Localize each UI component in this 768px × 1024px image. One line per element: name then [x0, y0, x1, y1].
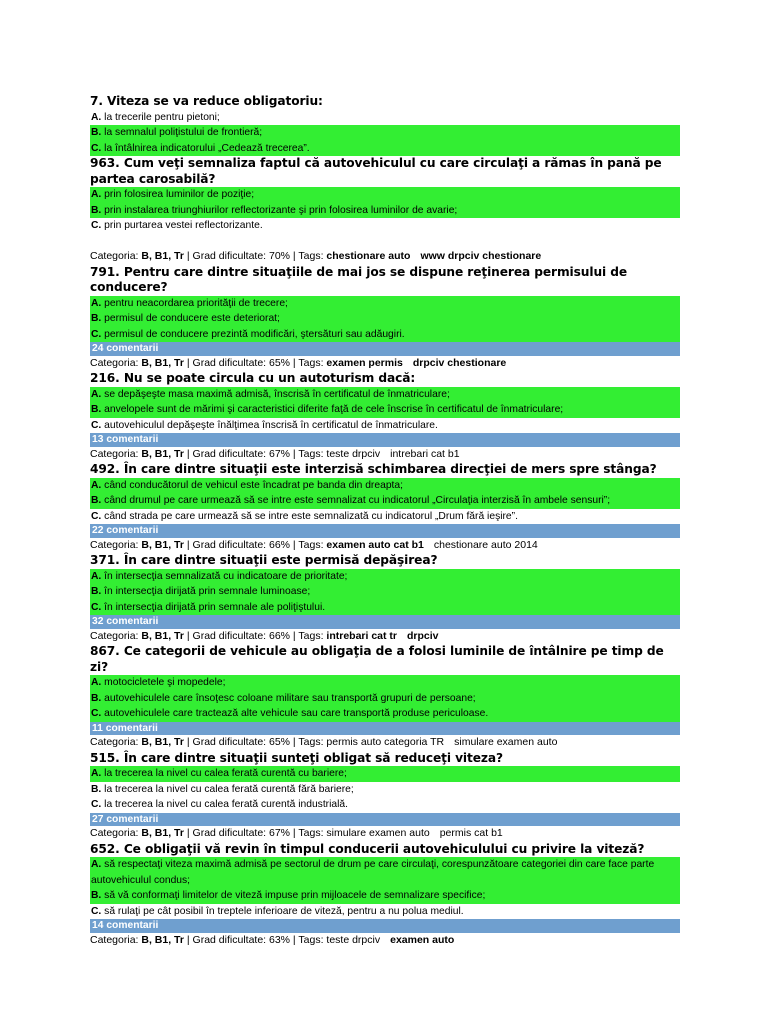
tag-link[interactable]: permis cat b1: [439, 827, 503, 839]
question-meta: [90, 629, 680, 645]
question-block: [90, 644, 680, 751]
question-title: 963. Cum veţi semnaliza faptul că autovehiculul cu care circulaţi a rămas în pană pe partea carosabilă?: [90, 156, 662, 186]
tag-link[interactable]: chestionare auto 2014: [433, 538, 538, 551]
category-value: B, B1, Tr: [141, 250, 184, 262]
tag-link[interactable]: drpciv: [407, 629, 439, 642]
answer-letter: A.: [91, 388, 102, 400]
category-label: Categoria:: [90, 629, 142, 642]
answer-option: [90, 493, 680, 509]
tag-link[interactable]: simulare examen auto: [326, 827, 430, 839]
tags-label: Tags:: [298, 447, 327, 460]
question-title: 867. Ce categorii de vehicule au obligaţia de a folosi luminile de întâlnire pe timp de zi?: [90, 644, 664, 674]
answer-option: [90, 509, 680, 525]
meta-separator: |: [183, 250, 193, 262]
answer-text: când strada pe care urmează să se intre este semnalizată cu indicatorul „Drum fără ieşire”.: [101, 510, 518, 522]
category-label: Categoria:: [90, 356, 142, 369]
answer-option: [90, 691, 680, 707]
answer-letter: A.: [91, 297, 102, 309]
question-title: 492. În care dintre situaţii este interzisă schimbarea direcţiei de mers spre stânga?: [90, 462, 657, 476]
comments-link[interactable]: 11 comentarii: [90, 722, 680, 736]
meta-separator: |: [290, 447, 299, 460]
answer-option: [90, 888, 680, 904]
tag-link[interactable]: permis auto categoria TR: [326, 736, 445, 748]
answer-text: se depăşeşte masa maximă admisă, înscrisă în certificatul de înmatriculare;: [101, 388, 450, 400]
answer-text: în intersecţia dirijată prin semnale luminoase;: [101, 586, 311, 597]
question-meta: [90, 538, 680, 554]
answer-letter: A.: [91, 189, 102, 200]
difficulty: Grad dificultate: 65%: [192, 736, 291, 748]
answer-option: [90, 125, 680, 141]
answer-text: prin instalarea triunghiurilor reflectorizante şi prin folosirea luminilor de avarie;: [101, 204, 458, 216]
meta-separator: |: [290, 933, 299, 946]
answer-letter: A.: [91, 111, 102, 123]
tag-link[interactable]: intrebari cat b1: [390, 447, 460, 460]
answer-option: [90, 706, 680, 722]
answer-letter: B.: [91, 204, 102, 216]
question-block: [90, 751, 680, 842]
meta-separator: |: [183, 538, 193, 551]
answer-letter: C.: [91, 220, 102, 231]
category-label: Categoria:: [90, 538, 142, 551]
answer-text: autovehiculele care însoţesc coloane militare sau transportă grupuri de persoane;: [101, 692, 476, 704]
question-meta: [90, 356, 680, 372]
answer-option: [90, 797, 680, 813]
meta-separator: |: [290, 538, 299, 551]
question-block: [90, 156, 680, 265]
tag-link[interactable]: examen permis: [326, 356, 403, 369]
meta-separator: |: [183, 629, 193, 642]
answer-text: autovehiculele care tractează alte vehicule sau care transportă produse periculoase.: [101, 708, 489, 719]
question-block: [90, 94, 680, 156]
answer-text: în intersecţia semnalizată cu indicatoare de prioritate;: [101, 570, 348, 582]
answer-text: anvelopele sunt de mărimi şi caracteristici diferite faţă de cele înscrise în certificatul de înmatriculare;: [101, 404, 564, 415]
answer-letter: C.: [91, 799, 102, 810]
category-label: Categoria:: [90, 250, 142, 262]
answer-text: la trecerea la nivel cu calea ferată curentă fără bariere;: [101, 783, 354, 795]
answer-letter: B.: [91, 783, 102, 795]
question-meta: [90, 735, 680, 751]
answer-text: să respectaţi viteza maximă admisă pe sectorul de drum pe care circulaţi, corespunzătoare categoriei din care face parte autovehiculul condus;: [91, 859, 655, 886]
question-list: [90, 94, 680, 948]
tag-link[interactable]: teste drpciv: [326, 447, 381, 460]
answer-option: [90, 766, 680, 782]
answer-text: la trecerea la nivel cu calea ferată curentă industrială.: [101, 799, 349, 810]
answer-letter: A.: [91, 570, 102, 582]
answer-option: [90, 187, 680, 203]
answer-option: [90, 218, 680, 234]
answer-letter: C.: [91, 328, 102, 340]
answer-letter: B.: [91, 404, 102, 415]
tags-label: Tags:: [298, 250, 327, 262]
comments-link[interactable]: 13 comentarii: [90, 433, 680, 447]
answer-letter: C.: [91, 419, 102, 431]
difficulty: Grad dificultate: 70%: [192, 250, 291, 262]
answer-option: [90, 782, 680, 798]
tags-label: Tags:: [298, 356, 327, 369]
answer-letter: B.: [91, 495, 102, 506]
question-meta: [90, 933, 680, 949]
answer-option: [90, 110, 680, 126]
answer-letter: C.: [91, 708, 102, 719]
answer-text: să vă conformaţi limitelor de viteză impuse prin mijloacele de semnalizare specifice;: [101, 890, 486, 901]
category-value: B, B1, Tr: [141, 736, 184, 748]
answer-text: la întâlnirea indicatorului „Cedează trecerea”.: [101, 142, 310, 154]
tag-link[interactable]: www drpciv chestionare: [420, 250, 542, 262]
comments-link[interactable]: 32 comentarii: [90, 615, 680, 629]
category-label: Categoria:: [90, 736, 142, 748]
answer-option: [90, 311, 680, 327]
meta-separator: |: [183, 827, 193, 839]
tags-label: Tags:: [298, 629, 327, 642]
answer-option: [90, 387, 680, 403]
meta-separator: |: [183, 447, 193, 460]
question-title: 652. Ce obligaţii vă revin în timpul conducerii autovehiculului cu privire la viteză?: [90, 841, 645, 856]
answer-option: [90, 904, 680, 920]
category-label: Categoria:: [90, 827, 142, 839]
question-block: [90, 265, 680, 372]
tags-label: Tags:: [298, 933, 327, 946]
category-value: B, B1, Tr: [141, 538, 184, 551]
category-value: B, B1, Tr: [141, 356, 184, 369]
question-title: 7. Viteza se va reduce obligatoriu:: [90, 94, 323, 108]
answer-option: [90, 327, 680, 343]
answer-text: pentru neacordarea priorităţii de trecere;: [101, 297, 288, 309]
answer-letter: A.: [91, 677, 102, 688]
answer-letter: C.: [91, 905, 102, 917]
difficulty: Grad dificultate: 67%: [192, 827, 291, 839]
question-title: 791. Pentru care dintre situaţiile de mai jos se dispune reţinerea permisului de conducere?: [90, 264, 628, 294]
meta-separator: |: [183, 356, 193, 369]
answer-option: [90, 141, 680, 157]
tag-link[interactable]: simulare examen auto: [454, 736, 558, 748]
question-meta: [90, 249, 680, 265]
answer-text: prin folosirea luminilor de poziţie;: [101, 189, 255, 200]
tag-link[interactable]: drpciv chestionare: [412, 356, 507, 369]
difficulty: Grad dificultate: 65%: [192, 356, 291, 369]
answer-letter: A.: [91, 479, 102, 491]
answer-letter: B.: [91, 127, 102, 138]
answer-option: [90, 296, 680, 312]
difficulty: Grad dificultate: 66%: [192, 538, 291, 551]
meta-separator: |: [290, 629, 299, 642]
tag-link[interactable]: examen auto cat b1: [326, 538, 424, 551]
answer-letter: A.: [91, 768, 102, 779]
category-value: B, B1, Tr: [141, 827, 184, 839]
answer-text: permisul de conducere prezintă modificări, ştersături sau adăugiri.: [101, 328, 405, 340]
answer-text: autovehiculul depăşeşte înălţimea înscrisă în certificatul de înmatriculare.: [101, 419, 438, 431]
tags-label: Tags:: [298, 827, 327, 839]
answer-option: [90, 584, 680, 600]
answer-text: la trecerea la nivel cu calea ferată curentă cu bariere;: [101, 768, 347, 779]
answer-option: [90, 857, 680, 888]
answer-option: [90, 402, 680, 418]
meta-separator: |: [183, 736, 193, 748]
question-meta: [90, 447, 680, 463]
answer-text: la trecerile pentru pietoni;: [101, 111, 220, 123]
comments-link[interactable]: 27 comentarii: [90, 813, 680, 827]
answer-letter: C.: [91, 510, 102, 522]
answer-option: [90, 418, 680, 434]
tag-link[interactable]: intrebari cat tr: [326, 629, 398, 642]
comments-link[interactable]: 14 comentarii: [90, 919, 680, 933]
answer-letter: C.: [91, 142, 102, 154]
comments-link[interactable]: 22 comentarii: [90, 524, 680, 538]
category-value: B, B1, Tr: [141, 447, 184, 460]
meta-separator: |: [290, 736, 299, 748]
answer-letter: C.: [91, 601, 102, 613]
question-title: 371. În care dintre situaţii este permisă depăşirea?: [90, 553, 438, 567]
answer-letter: B.: [91, 890, 102, 901]
category-label: Categoria:: [90, 933, 142, 946]
category-value: B, B1, Tr: [141, 629, 184, 642]
answer-option: [90, 675, 680, 691]
question-block: [90, 371, 680, 462]
answer-text: prin purtarea vestei reflectorizante.: [101, 220, 263, 231]
answer-option: [90, 600, 680, 616]
answer-letter: B.: [91, 313, 102, 324]
question-title: 515. În care dintre situaţii sunteţi obligat să reduceţi viteza?: [90, 750, 503, 765]
answer-letter: A.: [91, 859, 102, 870]
difficulty: Grad dificultate: 66%: [192, 629, 291, 642]
meta-separator: |: [290, 827, 299, 839]
question-block: [90, 462, 680, 553]
difficulty: Grad dificultate: 63%: [192, 933, 291, 946]
answer-option: [90, 478, 680, 494]
answer-text: în intersecţia dirijată prin semnale ale poliţiştului.: [101, 601, 326, 613]
question-title: 216. Nu se poate circula cu un autoturism dacă:: [90, 371, 416, 385]
spacer: [90, 234, 680, 250]
answer-option: [90, 569, 680, 585]
answer-text: motocicletele şi mopedele;: [101, 677, 226, 688]
answer-text: să rulaţi pe cât posibil în treptele inferioare de viteză, pentru a nu polua mediul.: [101, 905, 464, 917]
meta-separator: |: [183, 933, 193, 946]
answer-text: când drumul pe care urmează să se intre este semnalizat cu indicatorul „Circulaţia interzisă în ambele sensuri”;: [101, 495, 611, 506]
question-block: [90, 842, 680, 949]
answer-text: la semnalul poliţistului de frontieră;: [101, 127, 263, 138]
answer-option: [90, 203, 680, 219]
tags-label: Tags:: [298, 538, 327, 551]
tag-link[interactable]: teste drpciv: [326, 933, 381, 946]
answer-letter: B.: [91, 692, 102, 704]
question-block: [90, 553, 680, 644]
category-value: B, B1, Tr: [141, 933, 184, 946]
difficulty: Grad dificultate: 67%: [192, 447, 291, 460]
tag-link[interactable]: examen auto: [390, 933, 455, 946]
answer-letter: B.: [91, 586, 102, 597]
meta-separator: |: [290, 250, 299, 262]
answer-text: permisul de conducere este deteriorat;: [101, 313, 280, 324]
category-label: Categoria:: [90, 447, 142, 460]
tags-label: Tags:: [298, 736, 327, 748]
comments-link[interactable]: 24 comentarii: [90, 342, 680, 356]
question-meta: [90, 826, 680, 842]
meta-separator: |: [290, 356, 299, 369]
tag-link[interactable]: chestionare auto: [326, 250, 411, 262]
answer-text: când conducătorul de vehicul este încadrat pe banda din dreapta;: [101, 479, 403, 491]
